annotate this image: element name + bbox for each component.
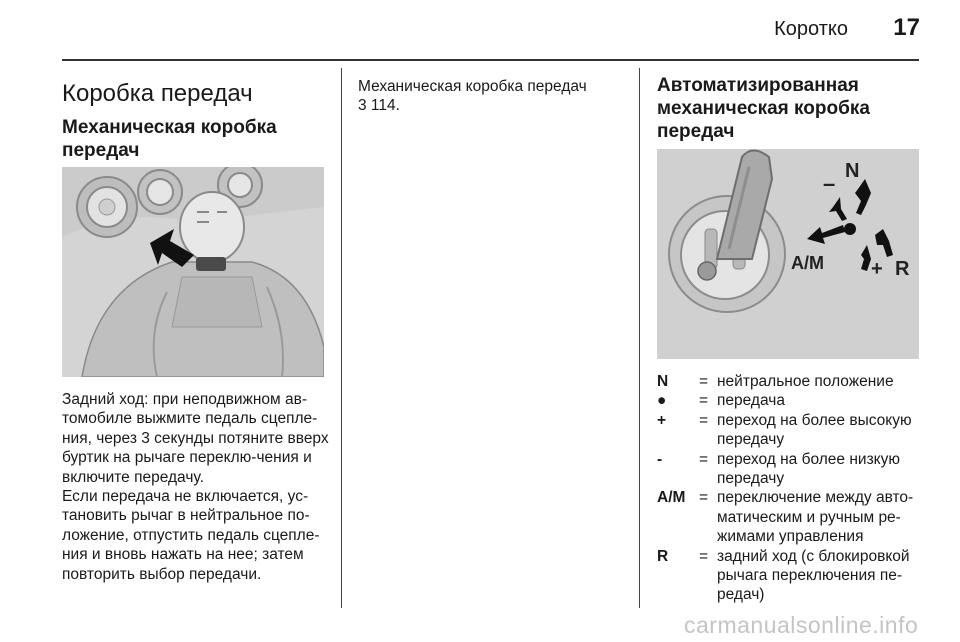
legend-equals: = [699, 411, 709, 429]
legend-row [657, 488, 923, 546]
legend-row [657, 411, 923, 450]
label-minus: – [823, 171, 836, 196]
legend-text: передача [717, 392, 785, 410]
legend-text: нейтральное положение [717, 373, 894, 390]
label-r: R [895, 258, 910, 280]
header-title: Коротко [774, 18, 848, 40]
subsection-title-automated: Автоматизированная механическая коробка передач [657, 75, 870, 142]
legend-equals: = [699, 547, 709, 565]
legend-symbol: N [657, 373, 669, 390]
label-am: A/M [791, 253, 824, 273]
legend-symbol: ● [657, 392, 667, 410]
legend-row [657, 450, 923, 489]
manual-gearbox-illustration [62, 167, 324, 377]
legend-symbol: R [657, 547, 669, 565]
automated-gearbox-illustration [657, 149, 919, 359]
legend-row [657, 547, 923, 605]
reference-text: Механическая коробка передач [358, 78, 587, 95]
watermark: carmanualsonline.info [684, 612, 919, 638]
subsection-title-manual: Механическая коробка передач [62, 117, 277, 161]
section-title: Коробка передач [62, 80, 253, 107]
legend-equals: = [699, 392, 709, 410]
legend-text: переход на более высокую передачу [717, 411, 912, 449]
legend-row [657, 391, 923, 410]
legend-equals: = [699, 373, 709, 390]
legend-text: задний ход (с блокировкой рычага переключения пе-редач) [717, 547, 910, 604]
column-divider-2 [639, 68, 640, 608]
legend-equals: = [699, 450, 709, 468]
label-plus: + [871, 258, 883, 280]
page-number: 17 [893, 14, 920, 41]
reference-page[interactable]: 3 114. [358, 97, 400, 115]
legend-symbol: A/M [657, 489, 686, 507]
gear-engagement-paragraph: Если передача не включается, ус-тановить рычаг в нейтральное по-ложение, отпустить педаль сцепле-ния и вновь нажать на нее; затем повторить выбор передачи. [62, 488, 320, 583]
reverse-gear-paragraph: Задний ход: при неподвижном ав-томобиле выжмите педаль сцепле-ния, через 3 секунды потяните вверх буртик на рычаге переклю-чения и включите передачу. [62, 391, 329, 486]
legend-symbol: + [657, 411, 667, 429]
legend-row [657, 372, 923, 391]
gear-legend [657, 372, 923, 605]
column-divider-1 [341, 68, 342, 608]
legend-equals: = [699, 489, 709, 507]
label-n: N [845, 160, 860, 182]
manual-gearbox-reference [358, 77, 628, 116]
header-rule [62, 59, 919, 61]
legend-text: переключение между авто-матическим и ручным ре-жимами управления [717, 489, 914, 546]
legend-symbol: - [657, 450, 663, 468]
legend-text: переход на более низкую передачу [717, 450, 901, 488]
